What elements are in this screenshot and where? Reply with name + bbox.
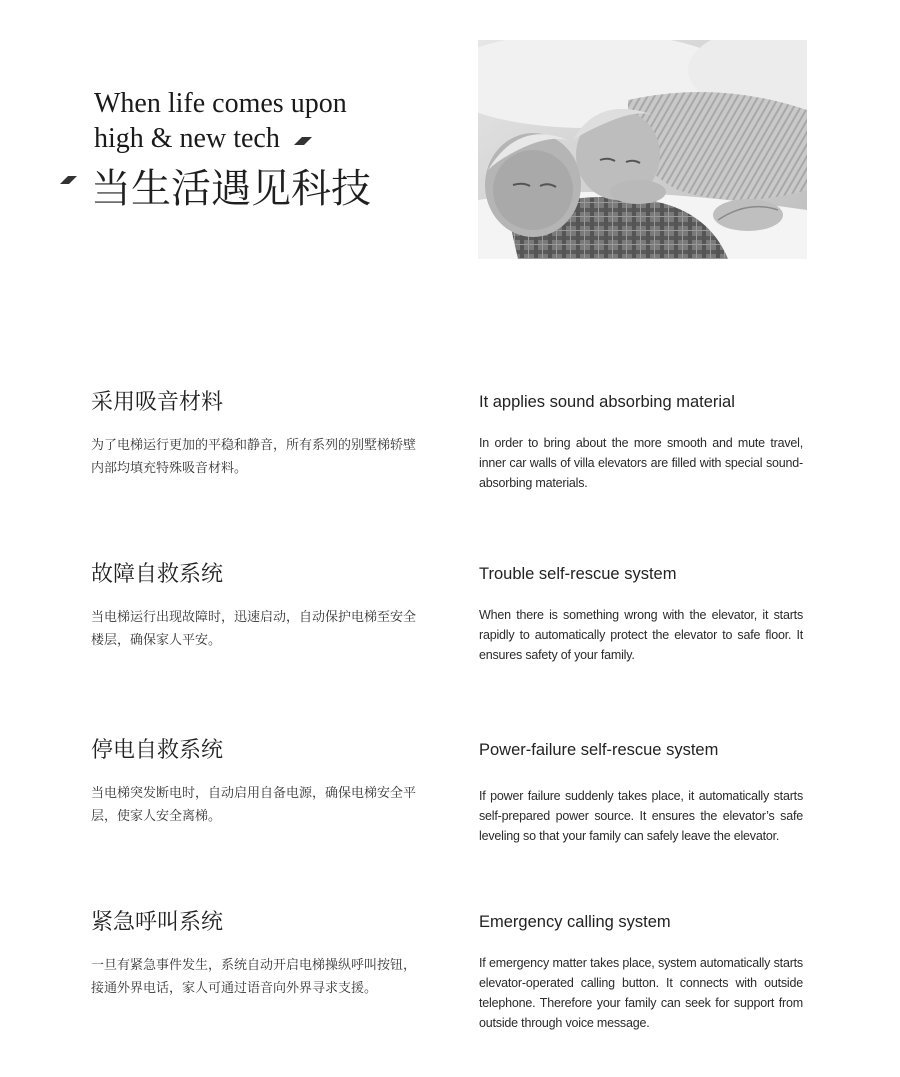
hero-cn-title: 当生活遇见科技 xyxy=(91,166,371,212)
feature-en-body: When there is something wrong with the elevator, it starts rapidly to automatically protect the elevator to safe floor. It ensures safety of your family. xyxy=(479,608,803,662)
hero-line-1: When life comes upon xyxy=(94,88,347,119)
feature-cn-title: 故障自救系统 xyxy=(91,562,224,587)
feature-en-title: Power-failure self-rescue system xyxy=(479,741,719,759)
feature-cn-title: 紧急呼叫系统 xyxy=(91,910,224,935)
feature-en-body: If power failure suddenly takes place, it automatically starts self-prepared power source. It ensures the elevator’s safe leveling so that your family can safely leave the elevator. xyxy=(479,789,803,843)
feature-cn-body: 为了电梯运行更加的平稳和静音，所有系列的别墅梯轿壁内部均填充特殊吸音材料。 xyxy=(91,438,417,476)
feature-cn-body: 当电梯运行出现故障时，迅速启动，自动保护电梯至安全楼层，确保家人平安。 xyxy=(91,610,417,648)
slash-accent-icon xyxy=(60,176,77,184)
elderly-couple-photo xyxy=(478,40,807,259)
feature-cn-body: 当电梯突发断电时，自动启用自备电源，确保电梯安全平层，使家人安全离梯。 xyxy=(91,786,417,824)
feature-cn-title: 停电自救系统 xyxy=(91,738,224,763)
feature-cn-body: 一旦有紧急事件发生，系统自动开启电梯操纵呼叫按钮，接通外界电话，家人可通过语音向外界寻求支援。 xyxy=(91,958,417,996)
hero-chinese-heading xyxy=(64,163,371,215)
feature-en-title: Trouble self-rescue system xyxy=(479,565,677,583)
feature-en-title: Emergency calling system xyxy=(479,913,671,931)
feature-en-body: If emergency matter takes place, system automatically starts elevator-operated calling button. It connects with outside telephone. Therefore your family can seek for support from outside through voice message. xyxy=(479,956,803,1030)
feature-cn-title: 采用吸音材料 xyxy=(91,390,224,415)
hero-line-2: high & new tech xyxy=(94,123,280,154)
hero-english-heading xyxy=(94,86,414,156)
feature-en-body: In order to bring about the more smooth and mute travel, inner car walls of villa elevators are filled with special sound-absorbing materials. xyxy=(479,436,803,490)
feature-en-title: It applies sound absorbing material xyxy=(479,393,735,411)
hero-line-2-wrap xyxy=(94,121,414,156)
slash-accent-icon xyxy=(294,137,312,145)
